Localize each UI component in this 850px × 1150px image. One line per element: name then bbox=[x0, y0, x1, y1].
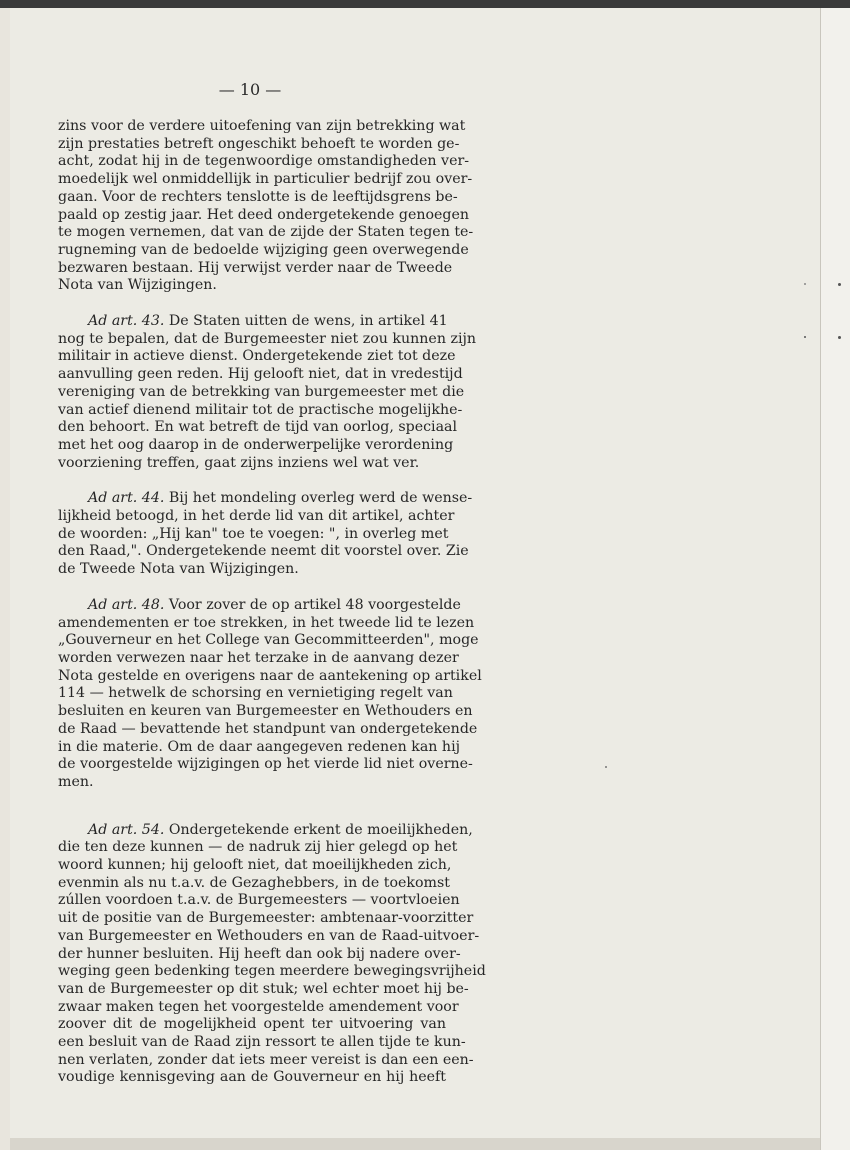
text-line: lijkheid betoogd, in het derde lid van dit artikel, achter bbox=[58, 508, 455, 525]
text-line bbox=[58, 313, 446, 331]
text-line: zwaar maken tegen het voorgestelde amendement voor bbox=[58, 998, 459, 1015]
text-line: van Burgemeester en Wethouders en van de Raad-uitvoer- bbox=[58, 927, 480, 944]
text-line: „Gouverneur en het College van Gecommitteerden", moge bbox=[58, 632, 479, 649]
text-line bbox=[58, 490, 473, 508]
article-reference: Ad art. 48. bbox=[88, 596, 165, 613]
text-line: aanvulling geen reden. Hij gelooft niet, dat in vredestijd bbox=[58, 366, 463, 383]
text-line: nog te bepalen, dat de Burgemeester niet zou kunnen zijn bbox=[58, 330, 477, 347]
text-line: evenmin als nu t.a.v. de Gezaghebbers, in de toekomst bbox=[58, 874, 450, 891]
text-line: der hunner besluiten. Hij heeft dan ook bij nadere over- bbox=[58, 945, 461, 962]
text-line: de woorden: „Hij kan" toe te voegen: ", in overleg met bbox=[58, 525, 449, 542]
scan-speck bbox=[605, 766, 607, 768]
text-line-rest: Voor zover de op artikel 48 voorgestelde bbox=[164, 596, 461, 613]
text-line: een besluit van de Raad zijn ressort te allen tijde te kun- bbox=[58, 1034, 466, 1051]
text-line: den Raad,". Ondergetekende neemt dit voorstel over. Zie bbox=[58, 543, 469, 560]
text-line: te mogen vernemen, dat van de zijde der Staten tegen te- bbox=[58, 224, 474, 241]
text-line: zins voor de verdere uitoefening van zijn betrekking wat bbox=[58, 118, 466, 134]
text-line: nen verlaten, zonder dat iets meer vereist is dan een een- bbox=[58, 1051, 474, 1068]
scan-speck bbox=[838, 283, 841, 286]
paragraph-art-54 bbox=[58, 821, 486, 1088]
page-bottom-shadow bbox=[10, 1138, 820, 1150]
paragraph-art-44 bbox=[58, 490, 473, 579]
text-line bbox=[58, 596, 461, 615]
text-line: van actief dienend militair tot de practische mogelijkhe- bbox=[58, 401, 463, 418]
text-line bbox=[58, 821, 473, 840]
text-line: voudige kennisgeving aan de Gouverneur en hij heeft bbox=[58, 1069, 446, 1086]
text-line: in die materie. Om de daar aangegeven redenen kan hij bbox=[58, 738, 461, 755]
text-line: den behoort. En wat betreft de tijd van oorlog, speciaal bbox=[58, 419, 458, 436]
text-line-rest: De Staten uitten de wens, in artikel 41 bbox=[164, 313, 448, 330]
text-line: de Tweede Nota van Wijzigingen. bbox=[58, 561, 299, 578]
page-number: — 10 — bbox=[218, 80, 282, 99]
text-line: zúllen voordoen t.a.v. de Burgemeesters — voortvloeien bbox=[58, 892, 460, 909]
text-line: weging geen bedenking tegen meerdere bewegingsvrijheid bbox=[58, 963, 486, 980]
text-line: moedelijk wel onmiddellijk in particulier bedrijf zou over- bbox=[58, 171, 473, 188]
text-line: besluiten en keuren van Burgemeester en Wethouders en bbox=[58, 703, 473, 720]
paragraph-art-43 bbox=[58, 313, 477, 472]
article-reference: Ad art. 54. bbox=[88, 821, 165, 838]
text-line: 114 — hetwelk de schorsing en vernietiging regelt van bbox=[58, 685, 453, 702]
scan-speck bbox=[804, 336, 806, 338]
text-line: die ten deze kunnen — de nadruk zij hier gelegd op het bbox=[58, 839, 458, 856]
text-line: paald op zestig jaar. Het deed ondergetekende genoegen bbox=[58, 206, 470, 223]
paragraph-art-48 bbox=[58, 596, 482, 792]
text-line: gaan. Voor de rechters tenslotte is de leeftijdsgrens be- bbox=[58, 188, 458, 205]
text-line: amendementen er toe strekken, in het tweede lid te lezen bbox=[58, 614, 475, 631]
article-reference: Ad art. 43. bbox=[88, 313, 165, 330]
article-reference: Ad art. 44. bbox=[88, 490, 165, 507]
scan-edge-top bbox=[0, 0, 850, 8]
text-line: worden verwezen naar het terzake in de aanvang dezer bbox=[58, 649, 459, 666]
text-line-rest: Ondergetekende erkent de moeilijkheden, bbox=[164, 821, 473, 838]
text-line: woord kunnen; hij gelooft niet, dat moeilijkheden zich, bbox=[58, 857, 452, 874]
text-line: bezwaren bestaan. Hij verwijst verder naar de Tweede bbox=[58, 259, 453, 276]
text-line: rugneming van de bedoelde wijziging geen overwegende bbox=[58, 241, 469, 258]
text-line: militair in actieve dienst. Ondergetekende ziet tot deze bbox=[58, 348, 456, 365]
text-line: de voorgestelde wijzigingen op het vierde lid niet overne- bbox=[58, 756, 473, 773]
text-line: zijn prestaties betreft ongeschikt behoeft te worden ge- bbox=[58, 135, 460, 152]
scan-speck bbox=[804, 283, 806, 285]
text-line: acht, zodat hij in de tegenwoordige omstandigheden ver- bbox=[58, 153, 470, 170]
text-line: Nota van Wijzigingen. bbox=[58, 277, 217, 294]
text-line-rest: Bij het mondeling overleg werd de wense- bbox=[164, 490, 473, 507]
paragraph-continuation bbox=[58, 118, 474, 295]
text-line: vereniging van de betrekking van burgemeester met die bbox=[58, 383, 465, 400]
text-line: men. bbox=[58, 773, 94, 790]
text-line: van de Burgemeester op dit stuk; wel echter moet hij be- bbox=[58, 980, 469, 997]
body-text bbox=[58, 118, 486, 1105]
text-line: met het oog daarop in de onderwerpelijke verordening bbox=[58, 436, 454, 453]
text-line: voorziening treffen, gaat zijns inziens wel wat ver. bbox=[58, 454, 420, 471]
next-page-edge bbox=[820, 8, 850, 1150]
text-line: zoover dit de mogelijkheid opent ter uitvoering van bbox=[58, 1016, 446, 1033]
scan-speck bbox=[838, 336, 841, 339]
text-line: de Raad — bevattende het standpunt van ondergetekende bbox=[58, 720, 478, 737]
text-line: uit de positie van de Burgemeester: ambtenaar-voorzitter bbox=[58, 910, 474, 927]
text-line: Nota gestelde en overigens naar de aantekening op artikel bbox=[58, 667, 482, 684]
